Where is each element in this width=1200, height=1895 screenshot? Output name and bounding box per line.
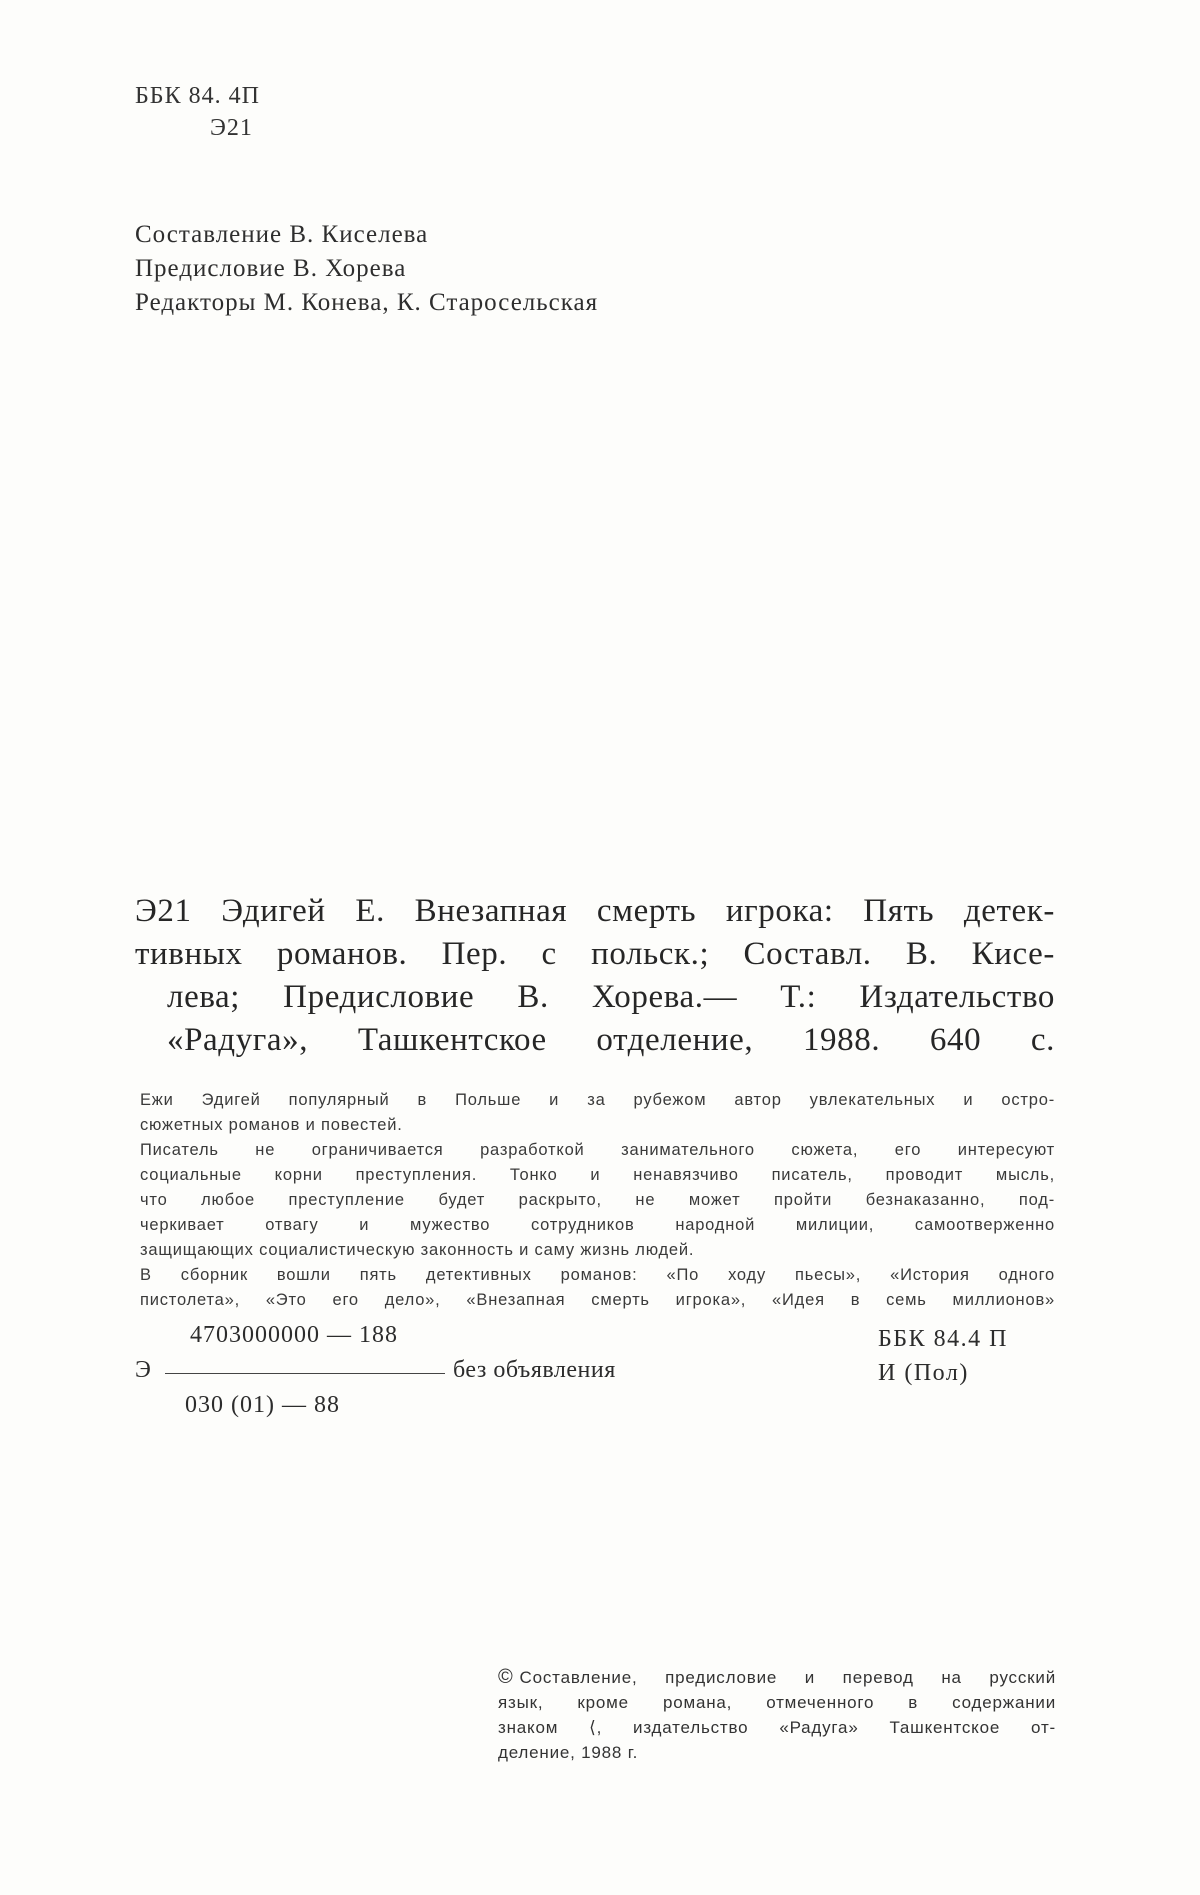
annotation-block — [140, 1088, 1055, 1313]
bbk-classification-right — [878, 1322, 1008, 1390]
annotation-line: пистолета», «Это его дело», «Внезапная смерть игрока», «Идея в семь миллионов» — [140, 1291, 1055, 1309]
copyright-symbol-icon: © — [498, 1666, 514, 1688]
entry-line: «Радуга», Ташкентское отделение, 1988. 640 с. — [167, 1022, 1055, 1058]
editors-credit: Редакторы М. Конева, К. Старосельская — [135, 289, 599, 316]
annotation-line: Ежи Эдигей популярный в Польше и за рубежом автор увлекательных и остро- — [140, 1091, 1055, 1109]
no-advertisement-note: без объявления — [453, 1357, 616, 1383]
annotation-line: сюжетных романов и повестей. — [140, 1116, 403, 1134]
entry-line: тивных романов. Пер. с польск.; Составл. В. Кисе- — [135, 936, 1055, 972]
copyright-line: знаком ⟨, издательство «Радуга» Ташкентское от- — [498, 1718, 1056, 1737]
annotation-line: В сборник вошли пять детективных романов: «По ходу пьесы», «История одного — [140, 1266, 1055, 1284]
publication-index-block — [135, 1322, 695, 1432]
copyright-line: деление, 1988 г. — [498, 1743, 639, 1762]
bbk-language-mark: И (Пол) — [878, 1360, 969, 1386]
entry-line: лева; Предисловие В. Хорева.— Т.: Издательство — [167, 979, 1055, 1015]
foreword-credit: Предисловие В. Хорева — [135, 255, 407, 282]
bbk-classification-top — [135, 80, 260, 144]
bbk-code: ББК 84. 4П — [135, 83, 260, 109]
annotation-line: черкивает отвагу и мужество сотрудников народной милиции, самоотверженно — [140, 1216, 1055, 1234]
bibliographic-entry — [135, 890, 1055, 1062]
entry-line: Э21 Эдигей Е. Внезапная смерть игрока: Пять детек- — [135, 893, 1055, 929]
annotation-line: Писатель не ограничивается разработкой занимательного сюжета, его интересуют — [140, 1141, 1055, 1159]
index-letter: Э — [135, 1357, 151, 1383]
index-number-top: 4703000000 — 188 — [190, 1322, 398, 1348]
annotation-line: социальные корни преступления. Тонко и ненавязчиво писатель, проводит мысль, — [140, 1166, 1055, 1184]
copyright-text: Составление, предисловие и перевод на русский — [519, 1668, 1056, 1687]
author-mark: Э21 — [210, 115, 253, 141]
copyright-line: язык, кроме романа, отмеченного в содержании — [498, 1693, 1056, 1712]
annotation-line: защищающих социалистическую законность и саму жизнь людей. — [140, 1241, 695, 1259]
copyright-line — [498, 1665, 1056, 1690]
compiler-credit: Составление В. Киселева — [135, 221, 429, 248]
bbk-code-right: ББК 84.4 П — [878, 1326, 1008, 1352]
annotation-line: что любое преступление будет раскрыто, не может пройти безнаказанно, под- — [140, 1191, 1055, 1209]
fraction-rule — [165, 1373, 445, 1374]
copyright-notice — [498, 1665, 1056, 1765]
credits-block — [135, 218, 598, 320]
index-number-bottom: 030 (01) — 88 — [185, 1392, 340, 1418]
